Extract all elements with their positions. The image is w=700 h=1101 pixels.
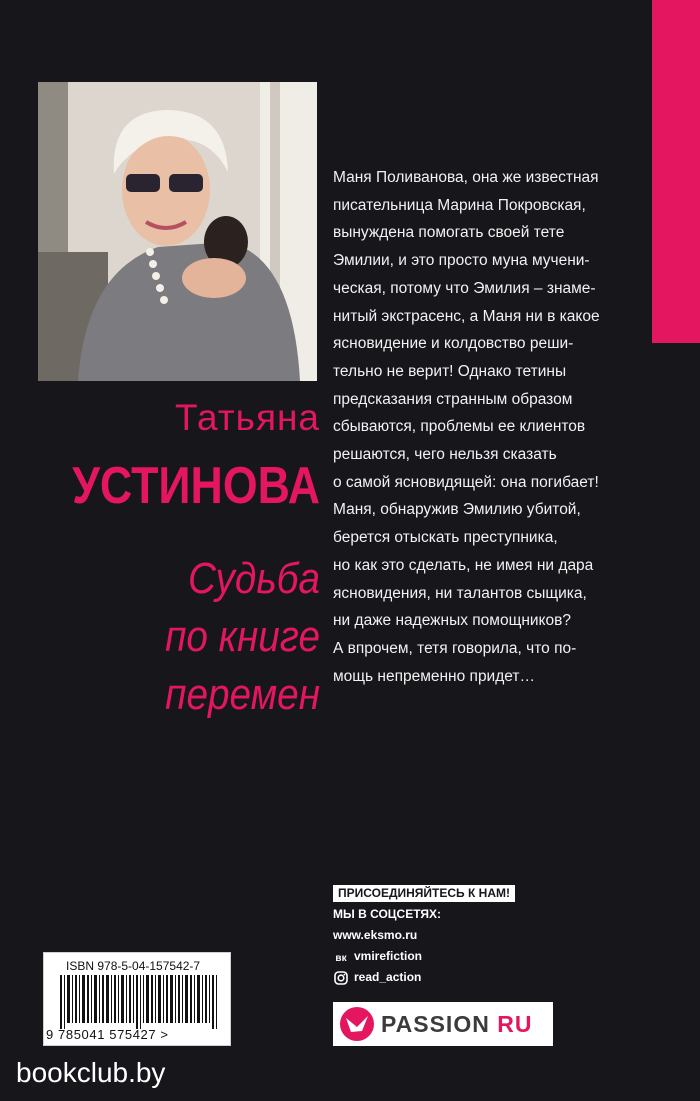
annotation-line: нитый экстрасенс, а Маня ни в какое <box>333 307 600 325</box>
author-first-name: Татьяна <box>175 397 320 438</box>
barcode-bars <box>60 975 220 1029</box>
author-last-name: УСТИНОВА <box>72 457 320 515</box>
barcode-digits: 9 785041 575427 > <box>46 1027 169 1042</box>
isbn-label: ISBN 978-5-04-157542-7 <box>66 959 201 973</box>
accent-stripe <box>652 0 700 343</box>
vk-handle: vmirefiction <box>354 949 423 963</box>
annotation-line: о самой ясновидящей: она погибает! <box>333 473 599 491</box>
annotation-line: ясновидение и колдовство реши- <box>333 335 574 353</box>
book-title-line: по книге <box>165 612 320 661</box>
publisher-logo <box>333 1002 553 1046</box>
passion-logo-icon <box>337 1004 377 1044</box>
book-annotation <box>333 164 653 690</box>
book-title-line: Судьба <box>188 554 320 603</box>
annotation-line: мощь непременно придет… <box>333 667 535 685</box>
vk-link[interactable] <box>333 946 573 967</box>
annotation-line: Маня, обнаружив Эмилию убитой, <box>333 501 581 519</box>
annotation-line: писательница Марина Покровская, <box>333 196 586 214</box>
barcode <box>43 952 231 1046</box>
annotation-line: ясновидения, ни талантов сыщика, <box>333 584 587 602</box>
publisher-brand: PASSION RU <box>381 1010 533 1037</box>
annotation-line: ни даже надежных помощников? <box>333 612 571 630</box>
instagram-handle: read_action <box>354 970 422 984</box>
book-title-line: перемен <box>165 670 320 719</box>
annotation-line: ческая, потому что Эмилия – знаме- <box>333 279 596 297</box>
annotation-line: берется отыскать преступника, <box>333 529 558 547</box>
instagram-link[interactable] <box>333 967 573 988</box>
svg-text:вк: вк <box>335 952 347 964</box>
annotation-line: Эмилии, и это просто муна мучени- <box>333 252 590 270</box>
annotation-line: вынуждена помогать своей тете <box>333 224 565 242</box>
social-block <box>333 883 573 988</box>
social-heading: МЫ В СОЦСЕТЯХ: <box>333 907 442 921</box>
instagram-icon <box>333 970 349 986</box>
annotation-line: Маня Поливанова, она же известная <box>333 169 599 186</box>
annotation-line: тельно не верит! Однако тетины <box>333 362 567 380</box>
annotation-line: А впрочем, тетя говорила, что по- <box>333 639 577 657</box>
watermark: bookclub.by <box>16 1057 166 1088</box>
site-link[interactable]: www.eksmo.ru <box>333 928 418 942</box>
book-title <box>110 550 320 724</box>
join-us-badge: ПРИСОЕДИНЯЙТЕСЬ К НАМ! <box>333 885 515 902</box>
annotation-line: предсказания странным образом <box>333 390 573 408</box>
annotation-line: но как это сделать, не имея ни дара <box>333 556 594 574</box>
annotation-line: решаются, чего нельзя сказать <box>333 446 557 464</box>
author-photo <box>38 82 317 381</box>
annotation-line: сбываются, проблемы ее клиентов <box>333 418 586 436</box>
vk-icon <box>333 949 349 965</box>
